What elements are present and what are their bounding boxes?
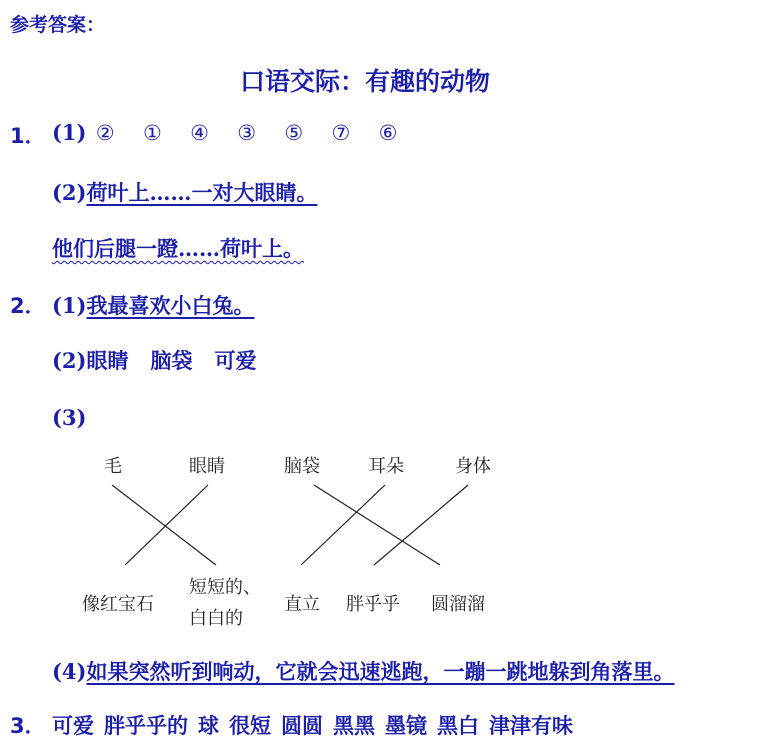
q3-answers (52, 710, 583, 740)
circled-number: ③ (237, 121, 257, 145)
diagram-bottom-label: 圆溜溜 (431, 594, 485, 615)
q2-part2 (52, 345, 278, 375)
question-1-number: 1． (10, 124, 46, 148)
diagram-bottom-label: 像红宝石 (82, 594, 154, 615)
q2-part2-item: 可爱 (214, 348, 257, 373)
question-3-number: 3． (10, 714, 46, 738)
diagram-bottom-label: 直立 (284, 594, 320, 615)
q1-part2-line1: 荷叶上……一对大眼睛。 (86, 180, 318, 205)
diagram-bottom-label: 胖乎乎 (346, 594, 400, 615)
q1-part2 (52, 177, 317, 207)
circled-number: ④ (190, 121, 209, 145)
question-2-number: 2． (10, 294, 46, 318)
q2-part4 (52, 656, 674, 686)
q3-answer: 很短 (229, 713, 271, 738)
q3-answer: 黑白 (437, 713, 479, 738)
circled-number: ⑥ (378, 121, 398, 145)
q1-part1 (52, 120, 418, 145)
q3-answer: 黑黑 (333, 713, 375, 738)
q2-part2-item: 眼睛 (86, 348, 129, 373)
q2-part4-text: 如果突然听到响动，它就会迅速逃跑，一蹦一跳地躲到角落里。 (86, 659, 675, 684)
circled-number: ⑦ (331, 121, 351, 145)
circled-number: ① (142, 121, 162, 145)
match-line (301, 485, 385, 565)
q3-answer: 圆圆 (281, 713, 323, 738)
match-line (374, 485, 468, 565)
q3-answer: 墨镜 (385, 713, 427, 738)
diagram-top-label: 眼睛 (189, 456, 225, 477)
circled-number: ⑤ (284, 121, 304, 145)
circled-number: ② (95, 121, 115, 145)
q2-part2-label: (2) (52, 348, 87, 373)
q1-part1-label: (1) (52, 120, 87, 145)
q2-part1-text: 我最喜欢小白兔。 (86, 293, 255, 318)
match-line (112, 485, 216, 565)
q2-part1-label: (1) (52, 293, 87, 318)
diagram-top-label: 脑袋 (284, 456, 320, 477)
match-line (125, 485, 208, 565)
q3-answer: 球 (198, 713, 219, 738)
page-title: 口语交际：有趣的动物 (240, 67, 491, 96)
diagram-bottom-label: 短短的、 (189, 577, 261, 598)
q3-answer: 津津有味 (489, 713, 573, 738)
q3-answer: 可爱 (52, 713, 94, 738)
q2-part3-label: (3) (52, 405, 87, 430)
q3-answer: 胖乎乎的 (104, 713, 188, 738)
q2-part1 (52, 290, 254, 320)
q1-part2-line2: 他们后腿一蹬……荷叶上。 (52, 236, 304, 261)
answer-header-label: 参考答案： (10, 14, 106, 36)
q1-part2-label: (2) (52, 180, 87, 205)
q2-part2-item: 脑袋 (150, 348, 193, 373)
match-line (314, 485, 440, 565)
diagram-top-label: 耳朵 (368, 456, 404, 477)
diagram-top-label: 毛 (104, 456, 122, 477)
q2-part4-label: (4) (52, 659, 87, 684)
diagram-top-label: 身体 (455, 456, 491, 477)
diagram-bottom-label: 白白的 (189, 608, 243, 629)
